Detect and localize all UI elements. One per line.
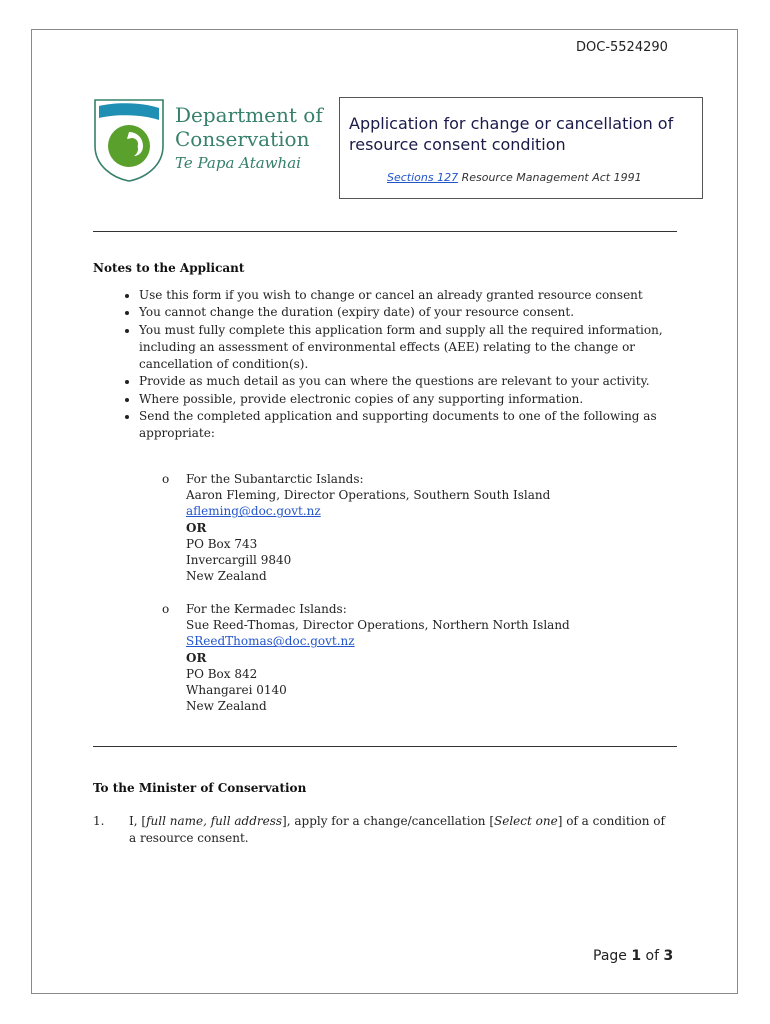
sub-bullet: o xyxy=(162,602,170,616)
sections-127-link[interactable]: Sections 127 xyxy=(387,171,459,184)
form-subtitle xyxy=(387,171,642,184)
logo-line-2: Conservation xyxy=(175,127,310,151)
page-number xyxy=(593,948,673,964)
contact-city: Whangarei 0140 xyxy=(186,683,287,698)
notes-list xyxy=(93,287,663,443)
list-item: • You cannot change the duration (expiry date) of your resource consent. xyxy=(139,304,663,321)
contact-po-box: PO Box 743 xyxy=(186,536,258,551)
contact-city: Invercargill 9840 xyxy=(186,553,292,568)
question-number: 1. xyxy=(93,814,105,828)
contact-region: For the Subantarctic Islands: xyxy=(186,472,364,486)
divider-middle xyxy=(93,746,677,747)
sub-bullet: o xyxy=(162,472,170,486)
page-of: of xyxy=(641,948,664,964)
q1-placeholder-name[interactable]: full name, full address xyxy=(146,814,283,828)
q1-text-a: I, [ xyxy=(129,814,147,828)
q1-text-c: ], apply for a change/cancellation [ xyxy=(282,814,495,828)
logo-line-3: Te Papa Atawhai xyxy=(175,154,301,172)
contact-email-link[interactable]: afleming@doc.govt.nz xyxy=(186,504,321,519)
title-box xyxy=(339,97,703,199)
notes-heading: Notes to the Applicant xyxy=(93,261,245,275)
page-total: 3 xyxy=(663,948,674,964)
contact-country: New Zealand xyxy=(186,699,267,714)
page-label: Page xyxy=(593,948,632,964)
contact-or: OR xyxy=(186,520,207,535)
contact-region: For the Kermadec Islands: xyxy=(186,602,347,616)
doc-id: DOC-5524290 xyxy=(576,40,668,55)
list-item: • Use this form if you wish to change or cancel an already granted resource consent xyxy=(139,287,663,304)
list-item: • You must fully complete this application form and supply all the required information, including an assessment of environmental effects (AEE) relating to the change or cancellation of condition(s). xyxy=(139,322,663,374)
contact-po-box: PO Box 842 xyxy=(186,666,258,681)
q1-select-one[interactable]: Select one xyxy=(494,814,558,828)
contact-subantarctic xyxy=(162,471,642,584)
list-item: • Provide as much detail as you can where the questions are relevant to your activity. xyxy=(139,373,663,390)
form-title: Application for change or cancellation of resource consent condition xyxy=(349,114,674,154)
list-item: • Send the completed application and supporting documents to one of the following as appropriate: xyxy=(139,408,663,443)
minister-heading: To the Minister of Conservation xyxy=(93,781,307,795)
divider-top xyxy=(93,231,677,232)
contact-person: Sue Reed-Thomas, Director Operations, Northern North Island xyxy=(186,618,570,633)
contact-or: OR xyxy=(186,650,207,665)
list-item: • Where possible, provide electronic copies of any supporting information. xyxy=(139,391,663,408)
subtitle-act: Resource Management Act 1991 xyxy=(458,171,642,184)
contact-kermadec xyxy=(162,601,642,714)
question-1 xyxy=(93,813,673,847)
logo-text xyxy=(175,103,323,174)
contact-email-link[interactable]: SReedThomas@doc.govt.nz xyxy=(186,634,355,649)
page-current: 1 xyxy=(631,948,642,964)
q1-text-e: ] of a condition of a resource consent. xyxy=(129,814,665,845)
contact-country: New Zealand xyxy=(186,569,267,584)
contact-person: Aaron Fleming, Director Operations, Southern South Island xyxy=(186,488,551,503)
logo-line-1: Department of xyxy=(175,103,323,127)
